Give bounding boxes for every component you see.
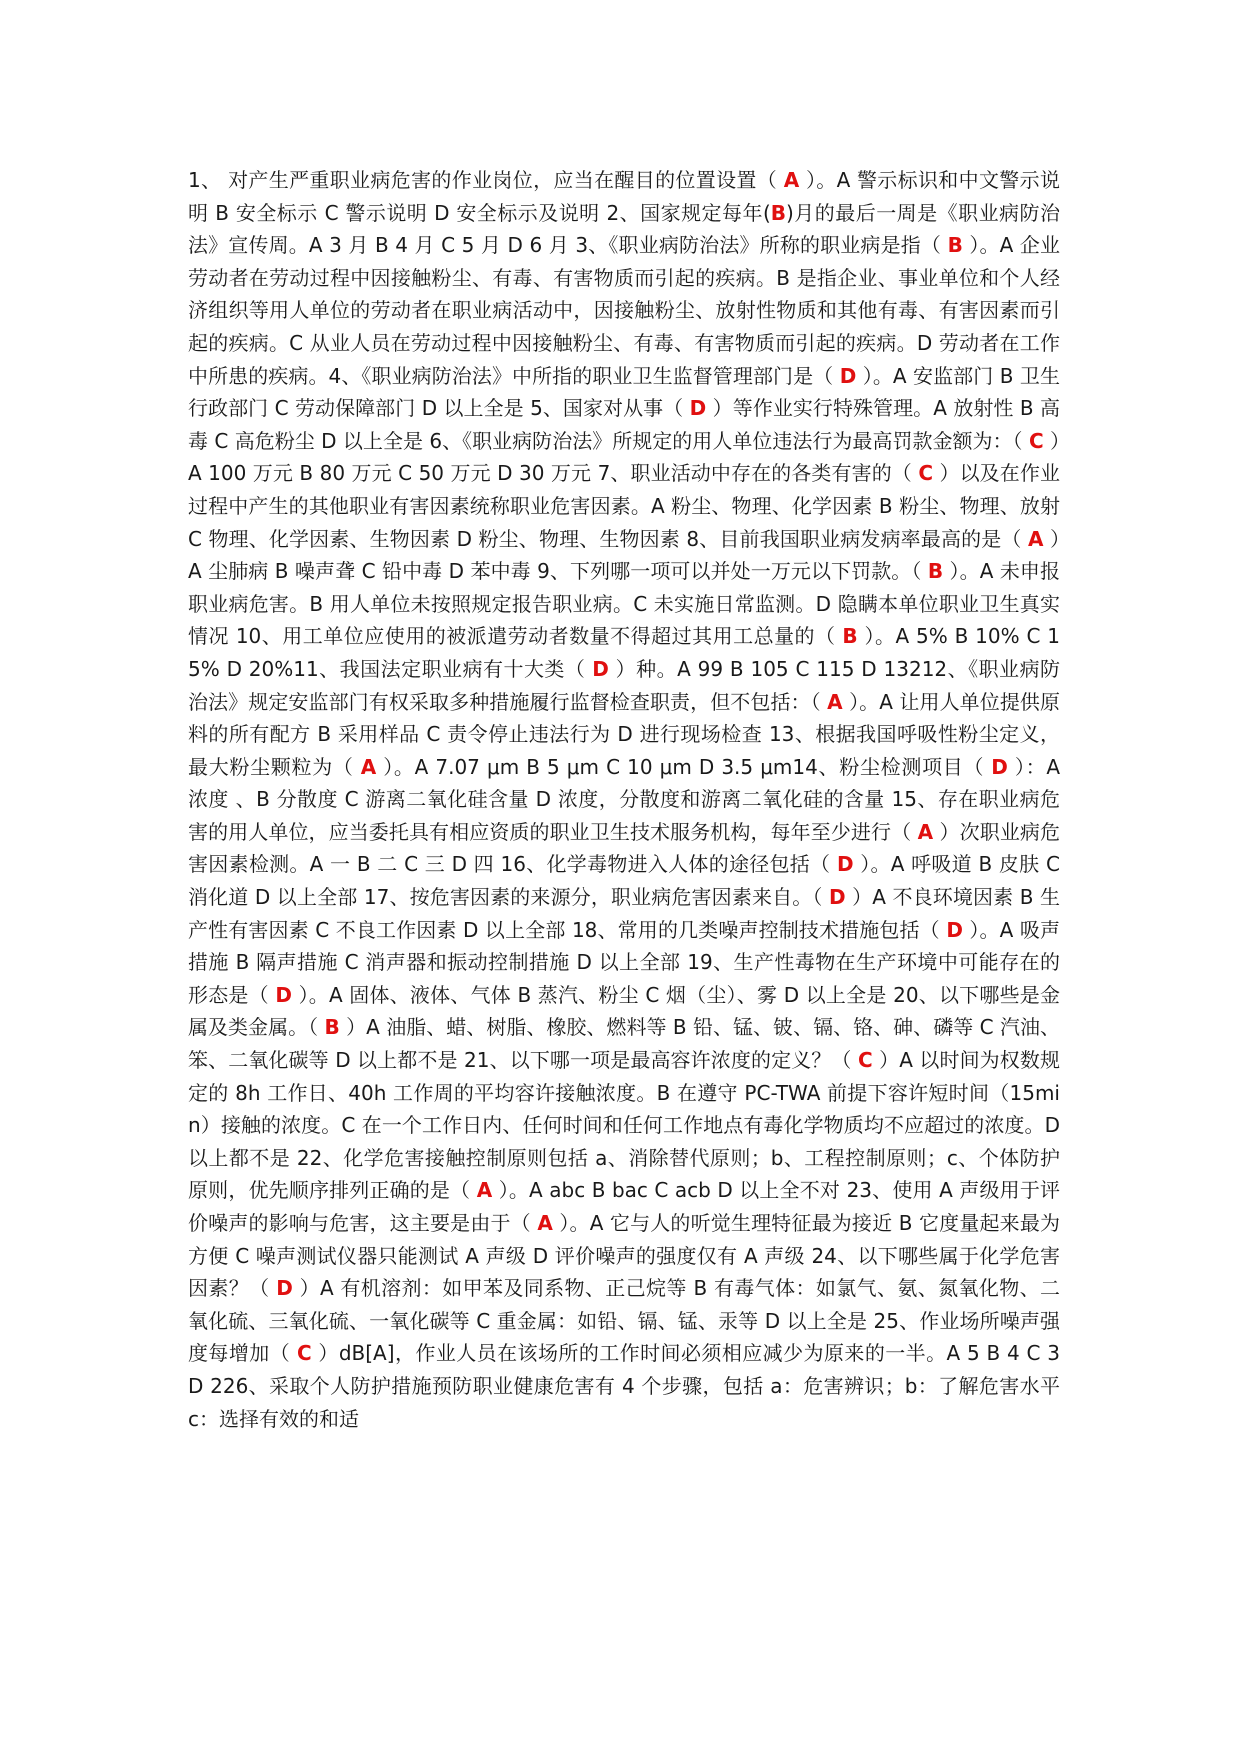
answer-letter: D bbox=[276, 1276, 293, 1301]
answer-letter: C bbox=[296, 1341, 312, 1366]
answer-letter: D bbox=[946, 917, 963, 942]
question-text: )月的最后一周是《职业病防治法》宣传周。A 3 月 B 4 月 C 5 月 D 6 月 3、《职业病防治法》所称的职业病是指（ bbox=[188, 200, 1060, 258]
answer-letter: D bbox=[836, 852, 854, 877]
question-text: ）。A 5% B 10% C 15% D 20%11、我国法定职业病有十大类（ bbox=[188, 624, 1060, 681]
question-text: ）。A 吸声措施 B 隔声措施 C 消声器和振动控制措施 D 以上全部 19、生产性毒物在生产环境中可能存在的形态是（ bbox=[188, 917, 1060, 1007]
question-text: ）A 100 万元 B 80 万元 C 50 万元 D 30 万元 7、职业活动中存在的各类有害的（ bbox=[188, 428, 1060, 486]
question-text: ）。A abc B bac C acb D 以上全不对 23、使用 A 声级用于评价噪声的影响与危害，这主要是由于（ bbox=[188, 1178, 1061, 1235]
answer-letter: A bbox=[537, 1211, 553, 1235]
answer-letter: D bbox=[839, 363, 857, 388]
answer-letter: C bbox=[857, 1048, 873, 1073]
answer-letter: D bbox=[991, 754, 1008, 779]
answer-letter: D bbox=[592, 656, 609, 681]
question-text: ）以及在作业过程中产生的其他职业有害因素统称职业危害因素。A 粉尘、物理、化学因素 B 粉尘、物理、放射 C 物理、化学因素、生物因素 D 粉尘、物理、生物因素 8、目前我国职业病发病率最高的是（ bbox=[188, 461, 1060, 551]
question-text: ）A 不良环境因素 B 生产性有害因素 C 不良工作因素 D 以上全部 18、常用的几类噪声控制技术措施包括（ bbox=[188, 885, 1060, 942]
question-text: ）。A 7.07 μm B 5 μm C 10 μm D 3.5 μm14、粉尘检测项目（ bbox=[376, 754, 992, 779]
question-text: ）A 有机溶剂：如甲苯及同系物、正己烷等 B 有毒气体：如氯气、氨、氮氧化物、二氧化硫、三氧化硫、一氧化碳等 C 重金属：如铅、镉、锰、汞等 D 以上全是 25、作业场所噪声强度每增加（ bbox=[188, 1276, 1060, 1366]
answer-letter: A bbox=[476, 1178, 493, 1203]
answer-letter: C bbox=[918, 461, 934, 486]
question-text: ）种。A 99 B 105 C 115 D 13212、《职业病防治法》规定安监部门有权采取多种措施履行监督检查职责，但不包括：（ bbox=[188, 656, 1061, 714]
answer-letter: A bbox=[360, 754, 377, 779]
question-text: 1、 对产生严重职业病危害的作业岗位，应当在醒目的位置设置（ bbox=[188, 168, 784, 192]
question-text: ）。A 企业劳动者在劳动过程中因接触粉尘、有毒、有害物质而引起的疾病。B 是指企业、事业单位和个人经济组织等用人单位的劳动者在职业病活动中，因接触粉尘、放射性物质和其他有毒、有害因素而引起的疾病。C 从业人员在劳动过程中因接触粉尘、有毒、有害物质而引起的疾病。D 劳动者在工作中所患的疾病。4、《职业病防治法》中所指的职业卫生监督管理部门是（ bbox=[188, 233, 1060, 388]
question-text: ）次职业病危害因素检测。A 一 B 二 C 三 D 四 16、化学毒物进入人体的途径包括（ bbox=[188, 819, 1060, 877]
question-text: ）等作业实行特殊管理。A 放射性 B 高毒 C 高危粉尘 D 以上全是 6、《职业病防治法》所规定的用人单位违法行为最高罚款金额为：（ bbox=[188, 396, 1061, 453]
question-text: ）A 以时间为权数规定的 8h 工作日、40h 工作周的平均容许接触浓度。B 在遵守 PC-TWA 前提下容许短时间（15min）接触的浓度。C 在一个工作日内、任何时间和任何工作地点有毒化学物质均不应超过的浓度。D 以上都不是 22、化学危害接触控制原则包括 a、消除替代原则；b、工程控制原则；c、个体防护原则，优先顺序排列正确的是（ bbox=[188, 1048, 1060, 1203]
answer-letter: B bbox=[842, 624, 858, 649]
answer-letter: B bbox=[927, 559, 944, 584]
answer-letter: B bbox=[770, 200, 787, 225]
question-text: ）。A 安监部门 B 卫生行政部门 C 劳动保障部门 D 以上全是 5、国家对从事（ bbox=[188, 363, 1060, 421]
question-text: ）A 油脂、蜡、树脂、橡胶、燃料等 B 铅、锰、铍、镉、铬、砷、磷等 C 汽油、笨、二氧化碳等 D 以上都不是 21、以下哪一项是最高容许浓度的定义？（ bbox=[188, 1015, 1060, 1073]
answer-letter: D bbox=[829, 885, 846, 910]
question-text: ）。A 固体、液体、气体 B 蒸汽、粉尘 C 烟（尘）、雾 D 以上全是 20、以下哪些是金属及类金属。（ bbox=[188, 982, 1060, 1040]
question-text: ）：A 浓度 、B 分散度 C 游离二氧化硅含量 D 浓度，分散度和游离二氧化硅的含量 15、存在职业病危害的用人单位，应当委托具有相应资质的职业卫生技术服务机构，每年至少进行（ bbox=[188, 754, 1061, 844]
answer-letter: A bbox=[827, 689, 843, 714]
answer-letter: C bbox=[1028, 428, 1044, 453]
question-text: ）。A 警示标识和中文警示说明 B 安全标示 C 警示说明 D 安全标示及说明 2、国家规定每年( bbox=[188, 168, 1060, 225]
answer-letter: B bbox=[947, 233, 963, 258]
answer-letter: A bbox=[1028, 526, 1044, 551]
question-text: ）dB[A]，作业人员在该场所的工作时间必须相应减少为原来的一半。A 5 B 4 C 3 D 226、采取个人防护措施预防职业健康危害有 4 个步骤，包括 a：危害辨识；b：了解危害水平 c：选择有效的和适 bbox=[188, 1341, 1061, 1431]
answer-letter: D bbox=[689, 396, 707, 421]
answer-letter: B bbox=[324, 1015, 340, 1040]
answer-letter: A bbox=[783, 168, 800, 192]
question-text: ）。A 未申报职业病危害。B 用人单位未按照规定报告职业病。C 未实施日常监测。D 隐瞒本单位职业卫生真实情况 10、用工单位应使用的被派遣劳动者数量不得超过其用工总量的（ bbox=[188, 559, 1060, 649]
question-text: ）。A 它与人的听觉生理特征最为接近 B 它度量起来最为方便 C 噪声测试仪器只能测试 A 声级 D 评价噪声的强度仅有 A 声级 24、以下哪些属于化学危害因素？（ bbox=[188, 1211, 1060, 1301]
question-text: ）A 尘肺病 B 噪声聋 C 铅中毒 D 苯中毒 9、下列哪一项可以并处一万元以下罚款。（ bbox=[188, 526, 1060, 584]
answer-letter: A bbox=[917, 819, 934, 844]
quiz-document bbox=[188, 164, 1060, 1435]
question-text: ）。A 让用人单位提供原料的所有配方 B 采用样品 C 责令停止违法行为 D 进行现场检查 13、根据我国呼吸性粉尘定义，最大粉尘颗粒为（ bbox=[188, 689, 1060, 779]
answer-letter: D bbox=[275, 982, 293, 1007]
question-text: ）。A 呼吸道 B 皮肤 C 消化道 D 以上全部 17、按危害因素的来源分，职业病危害因素来自。（ bbox=[188, 852, 1060, 910]
